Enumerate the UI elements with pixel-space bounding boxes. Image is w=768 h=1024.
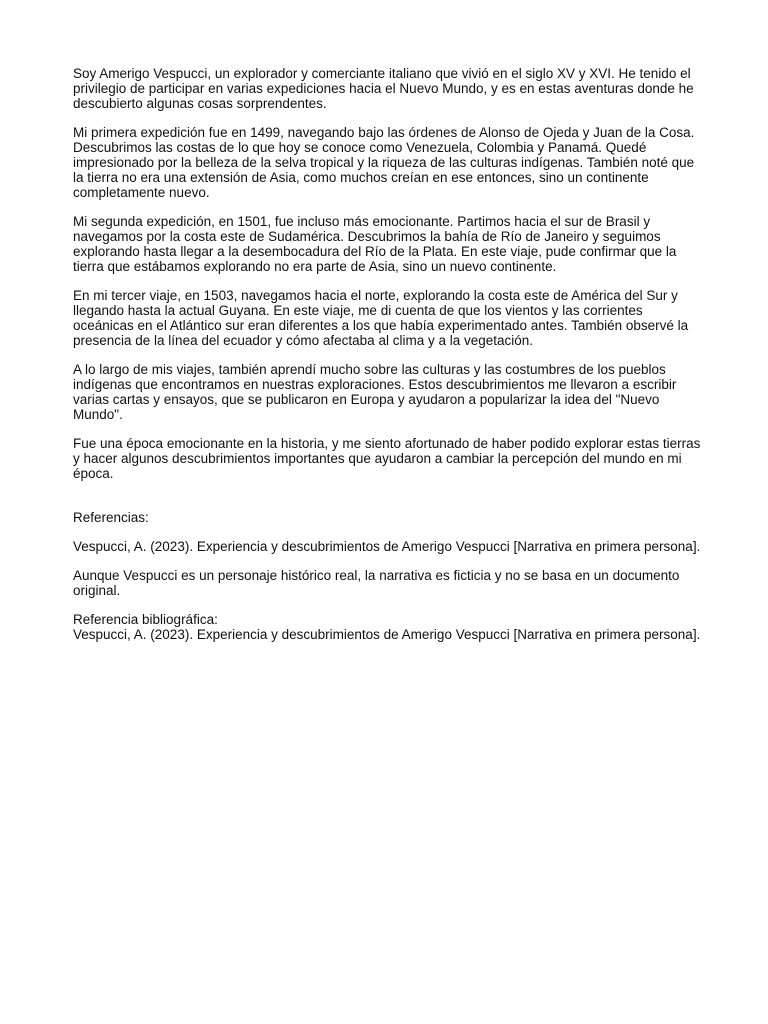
bibliography-block	[73, 612, 703, 642]
paragraph-conclusion: Fue una época emocionante en la historia, y me siento afortunado de haber podido explorar estas tierras y hacer algunos descubrimientos importantes que ayudaron a cambiar la percepción del mundo en mi época.	[73, 436, 701, 481]
reference-citation: Vespucci, A. (2023). Experiencia y descubrimientos de Amerigo Vespucci [Narrativa en primera persona].	[73, 539, 701, 554]
bibliography-citation: Vespucci, A. (2023). Experiencia y descubrimientos de Amerigo Vespucci [Narrativa en primera persona].	[73, 627, 701, 642]
paragraph-third-voyage: En mi tercer viaje, en 1503, navegamos hacia el norte, explorando la costa este de América del Sur y llegando hasta la actual Guyana. En este viaje, me di cuenta de que los vientos y las corrientes oceánicas en el Atlántico sur eran diferentes a los que había experimentado antes. También observé la presencia de la línea del ecuador y cómo afectaba al clima y a la vegetación.	[73, 288, 689, 348]
paragraph-second-expedition: Mi segunda expedición, en 1501, fue incluso más emocionante. Partimos hacia el sur de Brasil y navegamos por la costa este de Sudamérica. Descubrimos la bahía de Río de Janeiro y seguimos explorando hasta llegar a la desembocadura del Río de la Plata. En este viaje, pude confirmar que la tierra que estábamos explorando no era parte de Asia, sino un nuevo continente.	[73, 214, 677, 274]
bibliography-label: Referencia bibliográfica:	[73, 612, 218, 627]
references-heading: Referencias:	[73, 510, 149, 525]
paragraph-cultures: A lo largo de mis viajes, también aprendí mucho sobre las culturas y las costumbres de los pueblos indígenas que encontramos en nuestras exploraciones. Estos descubrimientos me llevaron a escribir varias cartas y ensayos, que se publicaron en Europa y ayudaron a popularizar la idea del "Nuevo Mundo".	[73, 362, 677, 422]
paragraph-introduction: Soy Amerigo Vespucci, un explorador y comerciante italiano que vivió en el siglo XV y XVI. He tenido el privilegio de participar en varias expediciones hacia el Nuevo Mundo, y es en estas aventuras donde he descubierto algunas cosas sorprendentes.	[73, 66, 694, 111]
document-page	[73, 66, 703, 656]
paragraph-first-expedition: Mi primera expedición fue en 1499, navegando bajo las órdenes de Alonso de Ojeda y Juan de la Cosa. Descubrimos las costas de lo que hoy se conoce como Venezuela, Colombia y Panamá. Quedé impresionado por la belleza de la selva tropical y la riqueza de las culturas indígenas. También noté que la tierra no era una extensión de Asia, como muchos creían en ese entonces, sino un continente completamente nuevo.	[73, 125, 695, 200]
reference-note: Aunque Vespucci es un personaje histórico real, la narrativa es ficticia y no se basa en un documento original.	[73, 568, 680, 598]
